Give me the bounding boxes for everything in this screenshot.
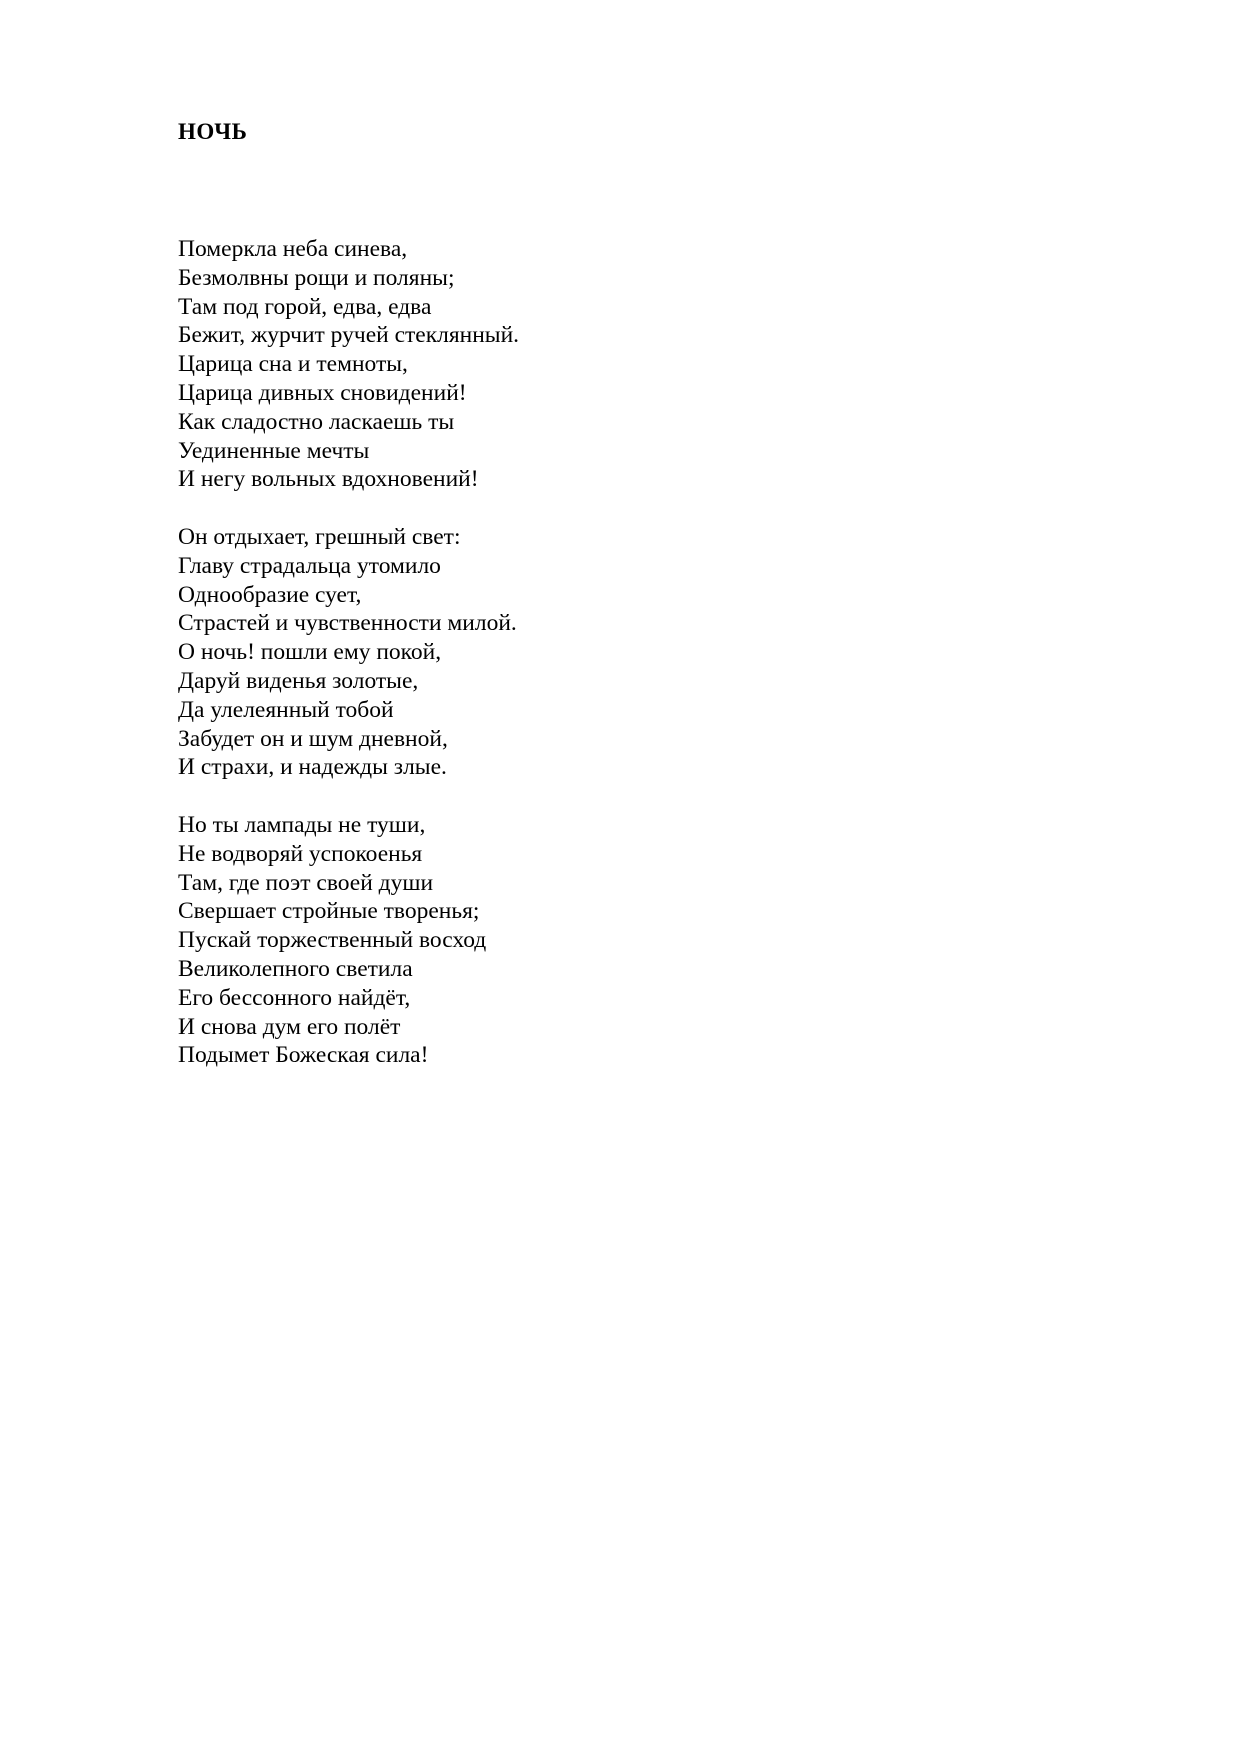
poem-line: Померкла неба синева, [178,236,408,262]
poem-line: Свершает стройные творенья; [178,898,480,925]
stanza-2 [178,523,1078,782]
poem-line: И снова дум его полёт [178,1013,401,1040]
poem-line: Там, где поэт своей души [178,869,434,896]
poem-line: Бежит, журчит ручей стеклянный. [178,322,520,349]
poem-line: Безмолвны рощи и поляны; [178,264,455,291]
poem-body [178,235,1078,1070]
poem-line: Главу страдальца утомило [178,552,441,579]
poem-line: О ночь! пошли ему покой, [178,639,442,666]
poem-line: Он отдыхает, грешный свет: [178,523,461,550]
poem-line: Царица дивных сновидений! [178,379,467,406]
poem-line: Но ты лампады не туши, [178,811,426,838]
poem-line: И страхи, и надежды злые. [178,754,447,781]
poem-line: Как сладостно ласкаешь ты [178,408,455,435]
poem-line: Великолепного светила [178,955,413,982]
poem-line: Да улелеянный тобой [178,696,394,723]
poem-line: Даруй виденья золотые, [178,667,419,694]
poem-line: Забудет он и шум дневной, [178,725,448,752]
poem-line: Однообразие сует, [178,581,362,608]
poem-line: Страстей и чувственности милой. [178,610,517,637]
poem-line: Царица сна и темноты, [178,351,408,378]
stanza-1 [178,235,1078,494]
poem-line: Не водворяй успокоенья [178,840,423,867]
stanza-3 [178,811,1078,1070]
poem-line: Пускай торжественный восход [178,927,487,954]
poem-line: Там под горой, едва, едва [178,293,432,320]
poem-line: Уединенные мечты [178,437,370,464]
poem-title: НОЧЬ [178,119,248,144]
poem-line: Его бессонного найдёт, [178,984,411,1011]
poem-line: И негу вольных вдохновений! [178,466,479,493]
poem-line: Подымет Божеская сила! [178,1042,429,1069]
